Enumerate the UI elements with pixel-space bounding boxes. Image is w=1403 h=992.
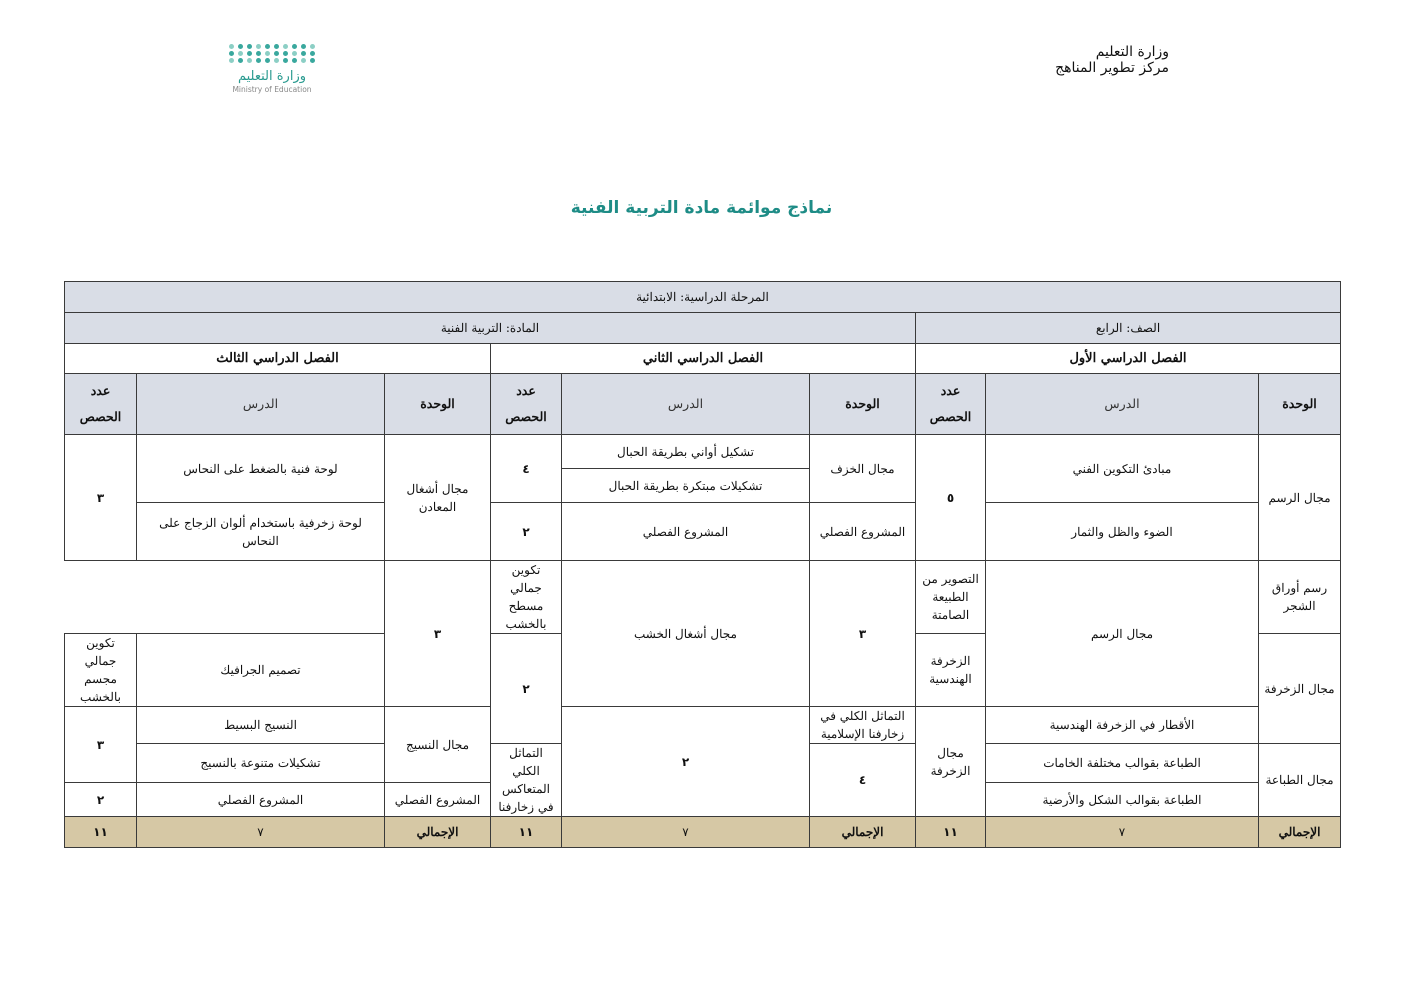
t3-lesson: لوحة زخرفية باستخدام ألوان الزجاج على النحاس <box>137 503 385 561</box>
t1-unit-drawing: مجال الرسم <box>1259 435 1341 561</box>
t1-periods: ٥ <box>916 435 986 561</box>
page-title: نماذج موائمة مادة التربية الفنية <box>570 198 833 218</box>
t3-unit-metal: مجال أشغال المعادن <box>385 435 491 561</box>
t2-unit-decoration: مجال الزخرفة <box>916 707 986 817</box>
t3-periods: ٣ <box>65 707 137 783</box>
t1-total-periods: ١١ <box>916 817 986 848</box>
t3-lesson: النسيج البسيط <box>137 707 385 744</box>
t2-lesson: المشروع الفصلي <box>562 503 810 561</box>
t3-periods: ٢ <box>65 783 137 817</box>
t3-periods: ٣ <box>385 561 491 707</box>
col-unit: الوحدة <box>810 374 916 435</box>
t2-periods: ٣ <box>810 561 916 707</box>
col-unit: الوحدة <box>385 374 491 435</box>
logo-name-ar: وزارة التعليم <box>237 69 307 84</box>
t3-unit-wood: مجال أشغال الخشب <box>562 561 810 707</box>
t3-lesson: تشكيلات متنوعة بالنسيج <box>137 744 385 783</box>
t1-periods: ٤ <box>810 744 916 817</box>
t3-total-label: الإجمالي <box>385 817 491 848</box>
t3-lesson: تكوين جمالي مجسم بالخشب <box>65 634 137 707</box>
curriculum-table <box>64 281 1341 848</box>
ministry-header <box>1055 44 1169 76</box>
t2-lesson: تشكيلات مبتكرة بطريقة الحبال <box>562 469 810 503</box>
col-lesson: الدرس <box>137 374 385 435</box>
t2-unit-project: المشروع الفصلي <box>810 503 916 561</box>
t2-total-periods: ١١ <box>491 817 562 848</box>
col-periods: عدد الحصص <box>916 374 986 435</box>
grade-cell: الصف: الرابع <box>916 313 1341 344</box>
subject-cell: المادة: التربية الفنية <box>65 313 916 344</box>
t3-lesson: تكوين جمالي مسطح بالخشب <box>491 561 562 634</box>
col-periods: عدد الحصص <box>491 374 562 435</box>
col-lesson: الدرس <box>986 374 1259 435</box>
t1-total-lessons: ٧ <box>986 817 1259 848</box>
term3-header: الفصل الدراسي الثالث <box>65 344 491 374</box>
t1-lesson: رسم أوراق الشجر <box>1259 561 1341 634</box>
stage-cell: المرحلة الدراسية: الابتدائية <box>65 282 1341 313</box>
logo-dots-icon <box>226 44 318 63</box>
t1-total-label: الإجمالي <box>1259 817 1341 848</box>
t2-lesson: التصوير من الطبيعة الصامتة <box>916 561 986 634</box>
t2-unit-ceramics: مجال الخزف <box>810 435 916 503</box>
t2-periods: ٤ <box>491 435 562 503</box>
t1-lesson: الأقطار في الزخرفة الهندسية <box>986 707 1259 744</box>
ministry-name: وزارة التعليم <box>1095 44 1169 60</box>
col-lesson: الدرس <box>562 374 810 435</box>
ministry-logo <box>226 44 318 112</box>
t3-lesson: لوحة فنية بالضغط على النحاس <box>137 435 385 503</box>
t1-lesson: الزخرفة الهندسية <box>916 634 986 707</box>
t1-unit-printing: مجال الطباعة <box>1259 744 1341 817</box>
term2-header: الفصل الدراسي الثاني <box>491 344 916 374</box>
t3-unit-project: المشروع الفصلي <box>385 783 491 817</box>
t1-lesson: الطباعة بقوالب مختلفة الخامات <box>986 744 1259 783</box>
t2-total-label: الإجمالي <box>810 817 916 848</box>
col-unit: الوحدة <box>1259 374 1341 435</box>
t3-total-periods: ١١ <box>65 817 137 848</box>
center-name: مركز تطوير المناهج <box>1055 60 1169 76</box>
t2-lesson: التماثل الكلي المتعاكس في زخارفنا <box>491 744 562 817</box>
t1-periods: ٢ <box>491 634 562 744</box>
t2-periods: ٢ <box>562 707 810 817</box>
t3-periods: ٣ <box>65 435 137 561</box>
t2-total-lessons: ٧ <box>562 817 810 848</box>
t3-total-lessons: ٧ <box>137 817 385 848</box>
logo-name-en: Ministry of Education <box>232 85 312 94</box>
t2-lesson: تصميم الجرافيك <box>137 634 385 707</box>
term1-header: الفصل الدراسي الأول <box>916 344 1341 374</box>
t1-lesson: الطباعة بقوالب الشكل والأرضية <box>986 783 1259 817</box>
t2-lesson: تشكيل أواني بطريقة الحبال <box>562 435 810 469</box>
t1-lesson: الضوء والظل والثمار <box>986 503 1259 561</box>
t1-unit-decoration: مجال الزخرفة <box>1259 634 1341 744</box>
t2-periods: ٢ <box>491 503 562 561</box>
t1-lesson: مبادئ التكوين الفني <box>986 435 1259 503</box>
t2-unit-drawing: مجال الرسم <box>986 561 1259 707</box>
col-periods: عدد الحصص <box>65 374 137 435</box>
t3-unit-weaving: مجال النسيج <box>385 707 491 783</box>
t2-lesson: التماثل الكلي في زخارفنا الإسلامية <box>810 707 916 744</box>
t3-lesson: المشروع الفصلي <box>137 783 385 817</box>
